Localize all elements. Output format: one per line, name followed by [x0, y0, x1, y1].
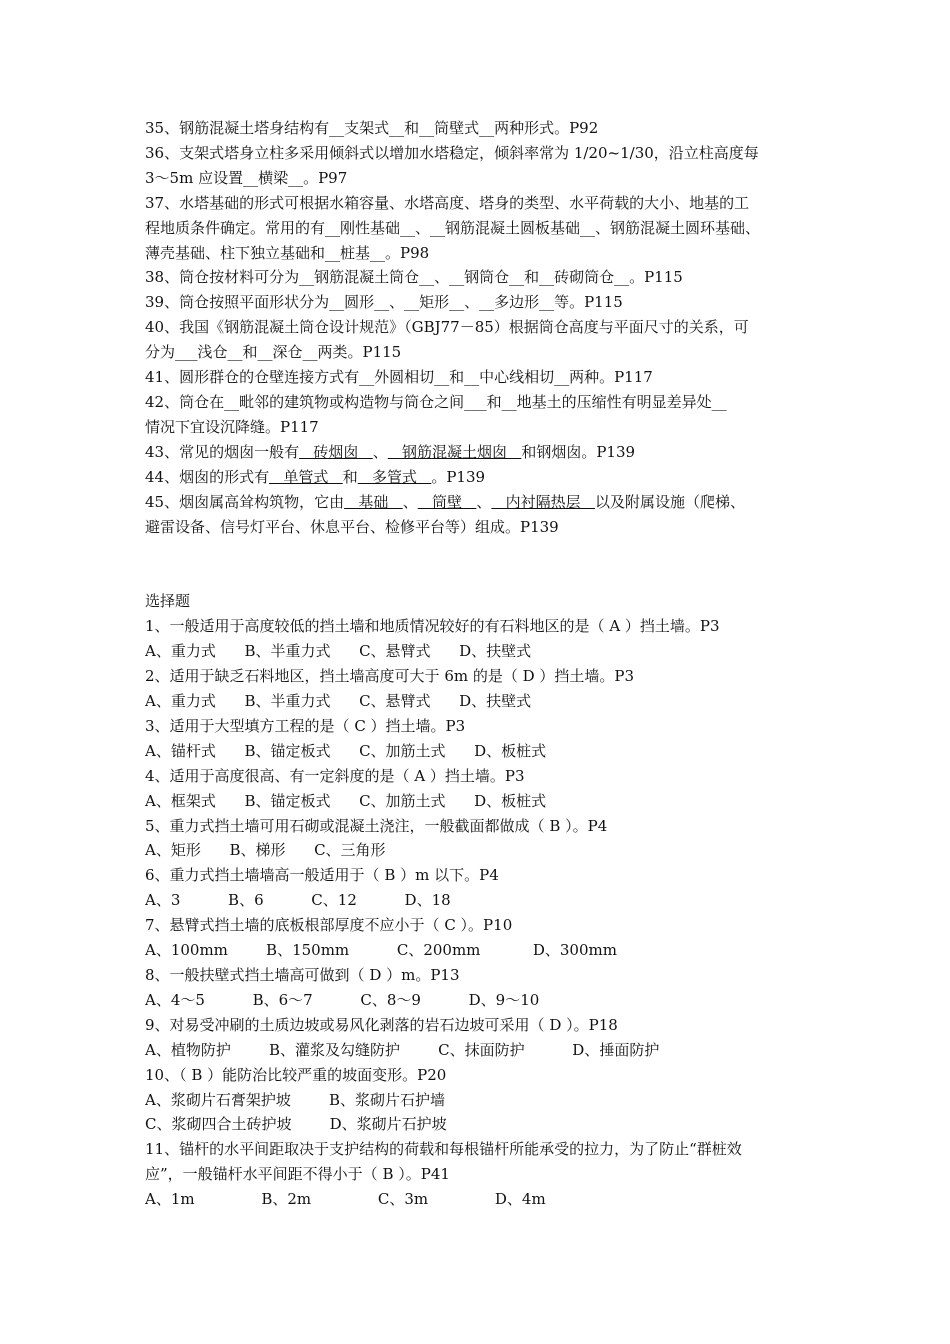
q43-separator: 、: [372, 442, 388, 461]
question-42-line-1: 42、筒仓在__毗邻的建筑物或构造物与筒仓之间___和__地基土的压缩性有明显差异处__: [145, 392, 727, 411]
question-38: 38、筒仓按材料可分为__钢筋混凝土筒仓__、__钢筒仓__和__砖砌筒仓__。P115: [145, 268, 683, 287]
choice-options-5: A、矩形 B、梯形 C、三角形: [145, 841, 386, 860]
q45-answer-3: 内衬隔热层: [491, 492, 595, 511]
question-40-line-2: 分为___浅仓__和__深仓__两类。P115: [145, 343, 402, 362]
fill-blank-section: [145, 116, 810, 539]
q44-mid: 和: [342, 467, 358, 486]
q44-suffix: 。P139: [431, 467, 486, 486]
q45-separator-1: 、: [402, 492, 418, 511]
question-36-line-2: 3～5m 应设置__横梁__。P97: [145, 168, 348, 187]
choice-options-3: A、锚杆式 B、锚定板式 C、加筋土式 D、板桩式: [145, 741, 547, 760]
question-37-line-1: 37、水塔基础的形式可根据水箱容量、水塔高度、塔身的类型、水平荷载的大小、地基的工: [145, 193, 750, 212]
choice-question-2: 2、适用于缺乏石料地区，挡土墙高度可大于 6m 的是（ D ）挡土墙。P3: [145, 667, 635, 686]
q45-suffix: 以及附属设施（爬梯、: [594, 492, 745, 511]
question-35: 35、钢筋混凝土塔身结构有__支架式__和__筒壁式__两种形式。P92: [145, 119, 599, 137]
question-39: 39、筒仓按照平面形状分为__圆形__、__矩形__、__多边形__等。P115: [145, 293, 623, 312]
choice-options-6: A、3 B、6 C、12 D、18: [145, 891, 451, 910]
q45-prefix: 45、烟囱属高耸构筑物，它由: [145, 492, 345, 511]
q45-answer-2: 筒壁: [417, 492, 477, 511]
choice-options-1: A、重力式 B、半重力式 C、悬臂式 D、扶壁式: [145, 642, 532, 661]
q43-answer-1: 砖烟囱: [299, 442, 373, 461]
choice-question-6: 6、重力式挡土墙墙高一般适用于（ B ）m 以下。P4: [145, 866, 499, 885]
question-42-line-2: 情况下宜设沉降缝。P117: [145, 417, 319, 436]
choice-options-10-row-2: C、浆砌四合土砖护坡 D、浆砌片石护坡: [145, 1115, 447, 1134]
choice-question-10: 10、（ B ）能防治比较严重的坡面变形。P20: [145, 1065, 447, 1084]
question-37-line-2: 程地质条件确定。常用的有__刚性基础__、__钢筋混凝土圆板基础__、钢筋混凝土圆环基础、: [145, 218, 761, 237]
choice-section: [145, 589, 810, 1212]
q43-prefix: 43、常见的烟囱一般有: [145, 442, 300, 461]
choice-question-9: 9、对易受冲刷的土质边坡或易风化剥落的岩石边坡可采用（ D ）。P18: [145, 1015, 618, 1034]
choice-question-5: 5、重力式挡土墙可用石砌或混凝土浇注，一般截面都做成（ B ）。P4: [145, 816, 608, 835]
choice-question-11-line-2: 应”，一般锚杆水平间距不得小于（ B ）。P41: [145, 1165, 450, 1184]
choice-question-7: 7、悬臂式挡土墙的底板根部厚度不应小于（ C ）。P10: [145, 916, 513, 935]
choice-options-4: A、框架式 B、锚定板式 C、加筋土式 D、板桩式: [145, 791, 547, 810]
choice-options-9: A、植物防护 B、灌浆及勾缝防护 C、抹面防护 D、捶面防护: [145, 1040, 660, 1059]
question-45-line-1: [145, 490, 810, 515]
q43-suffix: 和钢烟囱。P139: [521, 442, 636, 461]
choice-options-8: A、4～5 B、6～7 C、8～9 D、9～10: [145, 990, 540, 1009]
question-40-line-1: 40、我国《钢筋混凝土筒仓设计规范》（GBJ77－85）根据筒仓高度与平面尺寸的关系，可: [145, 318, 749, 337]
choice-question-1: 1、一般适用于高度较低的挡土墙和地质情况较好的有石料地区的是（ A ）挡土墙。P3: [145, 617, 720, 636]
q44-answer-2: 多管式: [357, 467, 432, 486]
choice-question-11-line-1: 11、锚杆的水平间距取决于支护结构的荷载和每根锚杆所能承受的拉力，为了防止“群桩效: [145, 1140, 742, 1159]
q43-answer-2: 钢筋混凝土烟囱: [387, 442, 522, 461]
q44-answer-1: 单管式: [269, 467, 343, 486]
choice-options-2: A、重力式 B、半重力式 C、悬臂式 D、扶壁式: [145, 692, 532, 711]
q45-answer-1: 基础: [344, 492, 403, 511]
choice-question-8: 8、一般扶壁式挡土墙高可做到（ D ）m。P13: [145, 966, 460, 984]
q45-separator-2: 、: [476, 492, 492, 511]
choice-options-7: A、100mm B、150mm C、200mm D、300mm: [145, 941, 617, 960]
question-45-line-2: 避雷设备、信号灯平台、休息平台、检修平台等）组成。P139: [145, 517, 559, 536]
question-41: 41、圆形群仓的仓壁连接方式有__外圆相切__和__中心线相切__两种。P117: [145, 368, 653, 387]
question-44: [145, 465, 810, 490]
choice-question-4: 4、适用于高度很高、有一定斜度的是（ A ）挡土墙。P3: [145, 766, 525, 785]
document-page: [145, 116, 810, 1212]
section-title: 选择题: [145, 592, 191, 611]
question-36-line-1: 36、支架式塔身立柱多采用倾斜式以增加水塔稳定，倾斜率常为 1/20~1/30，沿立柱高度每: [145, 143, 759, 162]
section-gap: [145, 539, 810, 589]
question-37-line-3: 薄壳基础、柱下独立基础和__桩基__。P98: [145, 243, 430, 262]
choice-options-11: A、1m B、2m C、3m D、4m: [145, 1190, 546, 1209]
choice-question-3: 3、适用于大型填方工程的是（ C ）挡土墙。P3: [145, 716, 466, 735]
choice-options-10-row-1: A、浆砌片石膏架护坡 B、浆砌片石护墙: [145, 1090, 446, 1109]
q44-prefix: 44、烟囱的形式有: [145, 467, 270, 486]
question-43: [145, 440, 810, 465]
